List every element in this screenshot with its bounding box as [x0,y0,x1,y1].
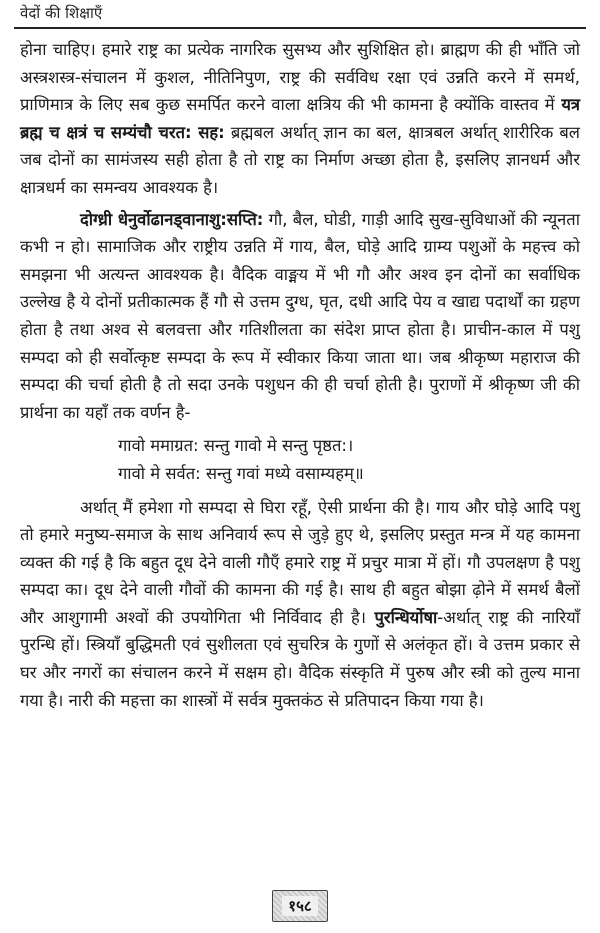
paragraph-1-text-rest: ब्रह्मबल अर्थात् ज्ञान का बल, क्षात्रबल अर्थात् शारीरिक बल जब दोनों का सामंजस्य सही होता है तो राष्ट्र का निर्माण अच्छा होता है, इसलिए ज्ञानधर्म और क्षात्रधर्म का समन्वय आवश्यक है। [20,122,580,197]
paragraph-3-text: अर्थात् मैं हमेशा गो सम्पदा से घिरा रहूँ, ऐसी प्रार्थना की है। गाय और घोड़े आदि पशु तो हमारे मनुष्य-समाज के साथ अनिवार्य रूप से जुड़े हुए थे, इसलिए प्रस्तुत मन्त्र में यह कामना व्यक्त की गई है कि बहुत दूध देने वाली गौएँ हमारे राष्ट्र में प्रचुर मात्रा में हों। गौ उपलक्षण है पशु सम्पदा का। दूध देने वाली गौवों की कामना की गई है। साथ ही बहुत बोझा ढ़ोने में समर्थ बैलों और आशुगामी अश्वों की उपयोगिता भी निर्विवाद ही है। [20,497,580,627]
paragraph-1-text: होना चाहिए। हमारे राष्ट्र का प्रत्येक नागरिक सुसभ्य और सुशिक्षित हो। ब्राह्मण की ही भाँति जो अस्त्रशस्त्र-संचालन में कुशल, नीतिनिपुण, राष्ट्र की सर्वविध रक्षा एवं उन्नति करने में समर्थ, प्राणिमात्र के लिए सब कुछ समर्पित करने वाला क्षत्रिय की भी कामना है क्योंकि वास्तव में [20,40,580,115]
page-number-box [272,890,328,922]
paragraph-1-sanskrit-quote: यत्र ब्रह्म च क्षत्रं च सम्यंचौ चरत: सह: [20,95,580,142]
paragraph-3 [20,494,580,715]
paragraph-3-sanskrit-term: पुरन्धिर्योषा [366,607,438,627]
verse-line-1: गावो ममाग्रत: सन्तु गावो मे सन्तु पृष्ठत:। [118,436,354,456]
page-body [20,36,580,714]
paragraph-2 [20,206,580,427]
paragraph-1 [20,36,580,202]
sanskrit-verse [118,432,580,487]
verse-line-2: गावो मे सर्वत: सन्तु गवां मध्ये वसाम्यहम्॥ [118,463,364,483]
running-title: वेदों की शिक्षाएँ [20,4,103,22]
paragraph-2-text: गौ, बैल, घोडी, गाड़ी आदि सुख-सुविधाओं की न्यूनता कभी न हो। सामाजिक और राष्ट्रीय उन्नति में गाय, बैल, घोड़े आदि ग्राम्य पशुओं के महत्त्व को समझना भी अत्यन्त आवश्यक है। वैदिक वाङ्मय में भी गौ और अश्व इन दोनों का सर्वाधिक उल्लेख है ये दोनों प्रतीकात्मक हैं गौ से उत्तम दुग्ध, घृत, दधी आदि पेय व खाद्य पदार्थों का ग्रहण होता है तथा अश्व से बलवत्ता और गतिशीलता का संदेश प्राप्त होता है। प्राचीन-काल में पशु सम्पदा को ही सर्वोत्कृष्ट सम्पदा के रूप में स्वीकार किया जाता था। जब श्रीकृष्ण महाराज की सम्पदा की चर्चा होती है तो सदा उनके पशुधन की ही चर्चा होती है। पुराणों में श्रीकृष्ण जी की प्रार्थना का यहाँ तक वर्णन है- [20,209,580,422]
header-rule [14,27,586,29]
page-number: १५८ [282,896,317,916]
paragraph-2-sanskrit-quote: दोग्ध्री धेनुर्वोढानड्वानाशु:सप्ति: [80,209,264,229]
paragraph-3-text-rest: -अर्थात् राष्ट्र की नारियाँ पुरन्धि हों। स्त्रियाँ बुद्धिमती एवं सुशीलता एवं सुचरित्र के गुणों से अलंकृत हों। वे उत्तम प्रकार से घर और नगरों का संचालन करने में सक्षम हो। वैदिक संस्कृति में पुरुष और स्त्री को तुल्य माना गया है। नारी की महत्ता का शास्त्रों में सर्वत्र मुक्तकंठ से प्रतिपादन किया गया है। [20,607,580,710]
